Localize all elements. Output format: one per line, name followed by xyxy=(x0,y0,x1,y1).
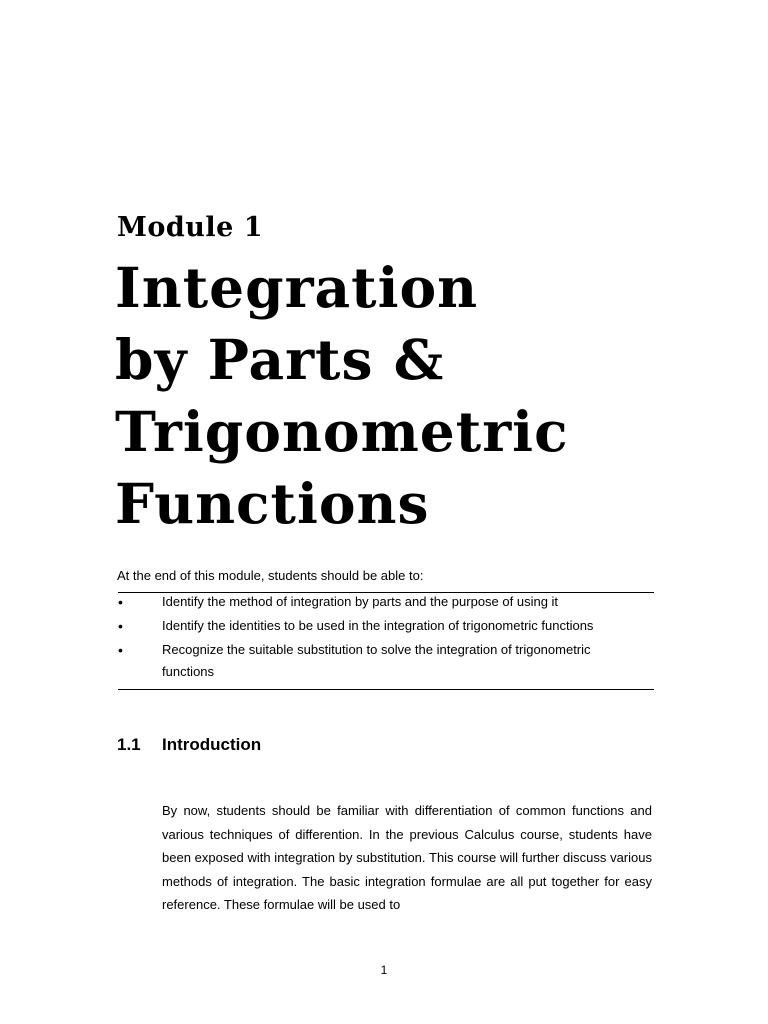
objective-text: Identify the method of integration by parts and the purpose of using it xyxy=(162,594,559,609)
objectives-intro: At the end of this module, students should be able to: xyxy=(117,568,424,583)
objective-text: Identify the identities to be used in the integration of trigonometric functions xyxy=(162,618,594,633)
module-label: Module 1 xyxy=(117,212,264,243)
title-line-1: Integration xyxy=(115,255,479,320)
module-title xyxy=(115,252,569,540)
bullet-icon: • xyxy=(118,594,123,610)
objective-text: Recognize the suitable substitution to solve the integration of trigonometric functions xyxy=(162,642,591,679)
title-line-3: Trigonometric xyxy=(115,399,569,464)
intro-paragraph: By now, students should be familiar with differentiation of common functions and various techniques of differention. In the previous Calculus course, students have been exposed with integration by substitution. This course will further discuss various methods of integration. The basic integration formulae are all put together for easy reference. These formulae will be used to xyxy=(162,803,652,912)
title-line-2: by Parts & xyxy=(115,327,445,392)
objectives-box xyxy=(118,592,654,690)
page-number: 1 xyxy=(380,963,388,977)
bullet-icon: • xyxy=(118,642,123,658)
section-title: Introduction xyxy=(162,735,262,754)
section-number: 1.1 xyxy=(117,735,141,754)
bullet-icon: • xyxy=(118,618,123,634)
title-line-4: Functions xyxy=(115,471,430,536)
section-heading xyxy=(117,735,261,755)
